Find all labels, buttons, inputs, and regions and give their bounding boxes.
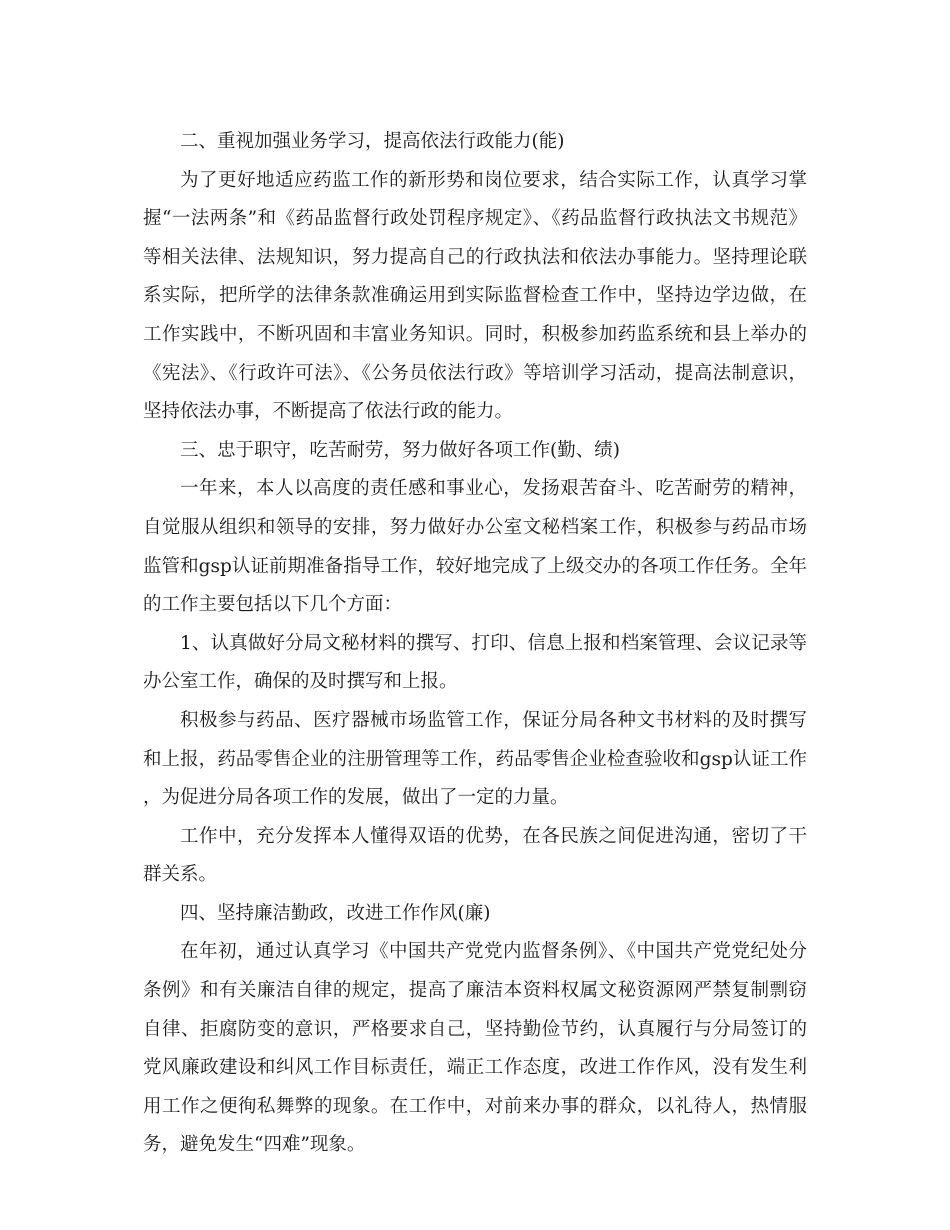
paragraph-integrity: 在年初，通过认真学习《中国共产党党内监督条例》、《中国共产党党纪处分条例》和有关廉洁自律的规定，提高了廉洁本资料权属文秘资源网严禁复制剽窃自律、拒腐防变的意识，严格要求自己，坚持勤俭节约，认真履行与分局签订的党风廉政建设和纠风工作目标责任，端正工作态度，改进工作作风，没有发生利用工作之便徇私舞弊的现象。在工作中，对前来办事的群众，以礼待人，热情服务，避免发生“四难”现象。 — [143, 941, 807, 1156]
paragraph-market-supervision: 积极参与药品、医疗器械市场监管工作，保证分局各种文书材料的及时撰写和上报，药品零售企业的注册管理等工作，药品零售企业检查验收和gsp认证工作，为促进分局各项工作的发展，做出了一定的力量。 — [143, 709, 807, 809]
paragraph-year-summary: 一年来，本人以高度的责任感和事业心，发扬艰苦奋斗、吃苦耐劳的精神，自觉服从组织和领导的安排，努力做好办公室文秘档案工作，积极参与药品市场监管和gsp认证前期准备指导工作，较好地完成了上级交办的各项工作任务。全年的工作主要包括以下几个方面： — [143, 478, 807, 616]
section-heading-2: 二、重视加强业务学习，提高依法行政能力(能) — [180, 131, 565, 152]
document-body — [143, 123, 807, 1165]
section-heading-3: 三、忠于职守，吃苦耐劳，努力做好各项工作(勤、绩) — [180, 439, 620, 461]
section-heading-4: 四、坚持廉洁勤政，改进工作作风(廉) — [180, 902, 491, 924]
paragraph-item-1: 1、认真做好分局文秘材料的撰写、打印、信息上报和档案管理、会议记录等办公室工作，确保的及时撰写和上报。 — [143, 632, 807, 693]
paragraph-study: 为了更好地适应药监工作的新形势和岗位要求，结合实际工作，认真学习掌握“一法两条”和《药品监督行政处罚程序规定》、《药品监督行政执法文书规范》等相关法律、法规知识，努力提高自己的行政执法和依法办事能力。坚持理论联系实际，把所学的法律条款准确运用到实际监督检查工作中，坚持边学边做，在工作实践中，不断巩固和丰富业务知识。同时，积极参加药监系统和县上举办的《宪法》、《行政许可法》、《公务员依法行政》等培训学习活动，提高法制意识，坚持依法办事，不断提高了依法行政的能力。 — [143, 169, 807, 423]
paragraph-bilingual: 工作中，充分发挥本人懂得双语的优势，在各民族之间促进沟通，密切了干群关系。 — [143, 825, 807, 886]
